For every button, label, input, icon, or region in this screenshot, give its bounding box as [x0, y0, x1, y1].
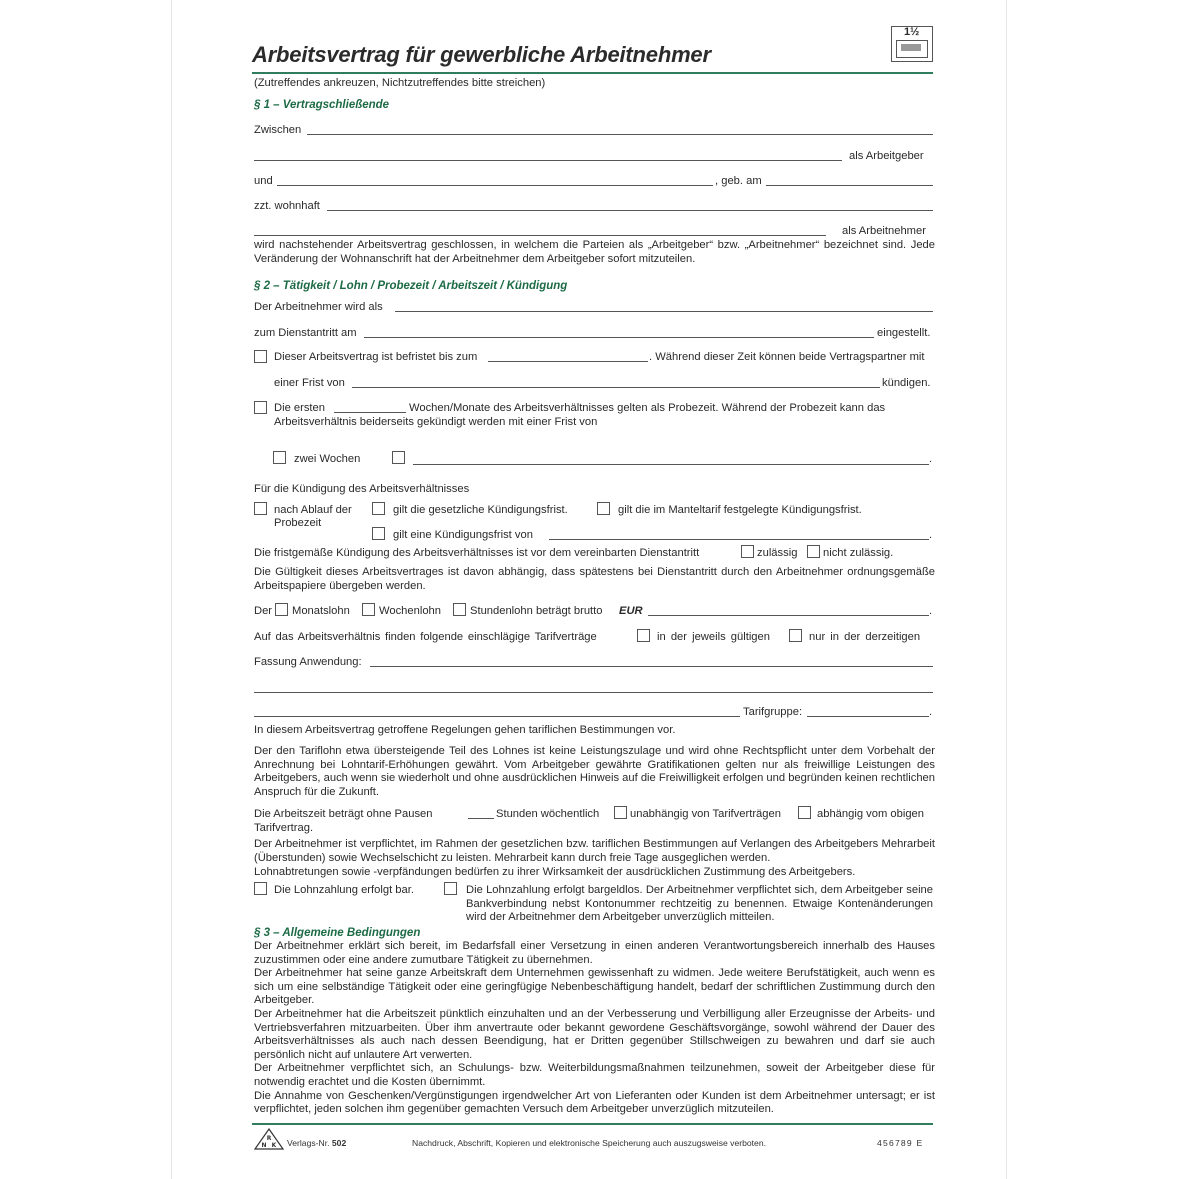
label-kuendigungsfrist-von: gilt eine Kündigungsfrist von: [393, 529, 533, 541]
checkbox-nicht-zulaessig[interactable]: [807, 545, 820, 558]
publisher-logo: [891, 26, 933, 62]
checkbox-stundenlohn[interactable]: [453, 603, 466, 616]
label-fassung: Fassung Anwendung:: [254, 656, 362, 668]
section-3-paragraph: Die Annahme von Geschenken/Vergünstigungen irgendwelcher Art von Lieferanten oder Kunden ist dem Arbeitnehmer untersagt; er ist verpflichtet, jeden solchen ihm gegenüber gemachten Versuch dem Arbeitgeber unverzüglich mitzuteilen.: [254, 1089, 935, 1116]
label-probezeit-text: Wochen/Monate des Arbeitsverhältnisses gelten als Probezeit. Während der Probezeit kann das: [409, 402, 886, 414]
field-tarifvertrag-1[interactable]: [370, 666, 933, 667]
checkbox-gesetzlich[interactable]: [372, 502, 385, 515]
verlag-label: Verlags-Nr.: [287, 1138, 330, 1148]
checkbox-befristet[interactable]: [254, 350, 267, 363]
label-stunden: Stunden wöchentlich: [496, 808, 600, 820]
field-frist[interactable]: [352, 387, 880, 388]
field-wochenstunden[interactable]: [468, 818, 494, 819]
field-wohnhaft[interactable]: [327, 210, 933, 211]
checkbox-unabhaengig[interactable]: [614, 806, 627, 819]
label-der: Der: [254, 605, 273, 617]
field-tarifvertrag-3[interactable]: [254, 716, 740, 717]
field-arbeitnehmer[interactable]: [254, 235, 826, 236]
svg-text:K: K: [271, 1142, 277, 1149]
label-befristet: Dieser Arbeitsvertrag ist befristet bis zum: [274, 351, 478, 363]
paragraph-lohnabtretung: Lohnabtretungen sowie -verpfändungen bedürfen zu ihrer Wirksamkeit der ausdrücklichen Zustimmung des Arbeitgebers.: [254, 866, 856, 878]
checkbox-abhaengig[interactable]: [798, 806, 811, 819]
label-als-arbeitgeber: als Arbeitgeber: [849, 150, 924, 162]
label-dienstantritt: zum Dienstantritt am: [254, 327, 357, 339]
section-3-body: [254, 940, 935, 1117]
label-die-ersten: Die ersten: [274, 402, 325, 414]
label-unabhaengig: unabhängig von Tarifverträgen: [630, 808, 781, 820]
section-3-paragraph: Der Arbeitnehmer verpflichtet sich, an Schulungs- bzw. Weiterbildungsmaßnahmen teilzunehmen, soweit der Arbeitgeber diese für notwendig erachtet und die Kosten übernimmt.: [254, 1062, 935, 1088]
field-kuendigungsfrist[interactable]: [549, 539, 929, 540]
checkbox-nach-ablauf[interactable]: [254, 502, 267, 515]
label-zwischen: Zwischen: [254, 124, 302, 136]
section-3-paragraph: Der Arbeitnehmer hat seine ganze Arbeitskraft dem Unternehmen gewissenhaft zu widmen. Jede weitere Berufstätigkeit, auch wenn es sich um eine selbständige Tätigkeit oder eine geringfügige Nebenbeschäftigung handelt, bedarf der schriftlichen Zustimmung durch den Arbeitgeber.: [254, 967, 935, 1007]
field-tarifgruppe[interactable]: [807, 716, 929, 717]
label-eingestellt: eingestellt.: [877, 327, 931, 339]
field-arbeitnehmer-name[interactable]: [277, 185, 713, 186]
label-jeweils: in der jeweils gültigen: [657, 631, 770, 643]
label-wird-als: Der Arbeitnehmer wird als: [254, 301, 383, 313]
label-geb-am: , geb. am: [715, 175, 762, 187]
period-mark: .: [929, 453, 933, 465]
checkbox-jeweils-gueltig[interactable]: [637, 629, 650, 642]
paragraph-regelungen: In diesem Arbeitsvertrag getroffene Regelungen gehen tariflichen Bestimmungen vor.: [254, 724, 676, 736]
checkbox-zwei-wochen[interactable]: [273, 451, 286, 464]
footer-verlag: [287, 1138, 346, 1148]
document-title: Arbeitsvertrag für gewerbliche Arbeitnehmer: [252, 42, 711, 67]
label-eur: EUR: [619, 605, 643, 617]
field-befristet-bis[interactable]: [488, 361, 648, 362]
label-probezeit-text2: Arbeitsverhältnis beiderseits gekündigt werden mit einer Frist von: [274, 416, 598, 428]
label-tarifgruppe: Tarifgruppe:: [743, 706, 803, 718]
footer-notice: Nachdruck, Abschrift, Kopieren und elektronische Speicherung auch auszugsweise verboten.: [412, 1138, 766, 1148]
label-kuendigen: kündigen.: [882, 377, 931, 389]
svg-text:R: R: [266, 1135, 272, 1142]
label-stundenlohn: Stundenlohn beträgt brutto: [470, 605, 603, 617]
label-bar: Die Lohnzahlung erfolgt bar.: [274, 884, 414, 896]
checkbox-bargeldlos[interactable]: [444, 882, 457, 895]
label-tarifvertrag: Tarifvertrag.: [254, 822, 314, 834]
section-1-paragraph: wird nachstehender Arbeitsvertrag geschlossen, in welchem die Parteien als „Arbeitgeber“ bzw. „Arbeitnehmer“ bezeichnet sind. Jede Veränderung der Wohnanschrift hat der Arbeitnehmer dem Arbeitgeber sofort mitzuteilen.: [254, 239, 935, 265]
checkbox-manteltarif[interactable]: [597, 502, 610, 515]
section-3-paragraph: Der Arbeitnehmer hat die Arbeitszeit pünktlich einzuhalten und an der Verbesserung und Verbilligung aller Erzeugnisse der Arbeits- und Vertriebsverfahren mitzuarbeiten. Über ihm anvertraute oder bekannt gewordene Geschäftsvorgänge, sowohl während der Dauer des Arbeitsverhältnisses als auch nach dessen Beendigung, hat er Dritten gegenüber Stillschweigen zu bewahren und darf sie auch persönlich nicht auf unlautere Art verwerten.: [254, 1007, 935, 1061]
period-mark: .: [929, 706, 933, 718]
logo-number: 1½: [904, 26, 920, 38]
footer-rule: [252, 1123, 933, 1125]
field-dienstantritt[interactable]: [364, 337, 874, 338]
section-3-heading: § 3 – Allgemeine Bedingungen: [254, 927, 421, 939]
checkbox-andere-frist[interactable]: [392, 451, 405, 464]
period-mark: .: [929, 605, 933, 617]
label-arbeitszeit: Die Arbeitszeit beträgt ohne Pausen: [254, 808, 433, 820]
paragraph-mehrarbeit: Der Arbeitnehmer ist verpflichtet, im Rahmen der gesetzlichen bzw. tariflichen Bestimmungen auf Verlangen des Arbeitgebers Mehrarbeit (Überstunden) sowie Wechselschicht zu leisten. Mehrarbeit kann durch freie Tage ausgeglichen werden.: [254, 838, 935, 864]
label-monatslohn: Monatslohn: [292, 605, 350, 617]
field-lohn-betrag[interactable]: [648, 615, 929, 616]
paragraph-tariflohn: Der den Tariflohn etwa übersteigende Teil des Lohnes ist keine Leistungszulage und wird ohne Rechtspflicht unter dem Vorbehalt der Anrechnung bei Lohntarif-Erhöhungen gewährt. Vom Arbeitgeber gewährte Gratifikationen gelten nur als freiwillige Leistungen des Arbeitgebers, auch wenn sie wiederholt und ohne ausdrücklichen Hinweis auf die Freiwilligkeit erfolgen und begründen keinen rechtlichen Anspruch für die Zukunft.: [254, 745, 935, 798]
section-1-heading: § 1 – Vertragschließende: [254, 99, 390, 111]
label-zwei-wochen: zwei Wochen: [294, 453, 361, 465]
checkbox-probezeit[interactable]: [254, 401, 267, 414]
label-fristgemaess: Die fristgemäße Kündigung des Arbeitsverhältnisses ist vor dem vereinbarten Dienstantritt: [254, 547, 700, 559]
field-geburtsdatum[interactable]: [766, 185, 933, 186]
paragraph-gueltigkeit: Die Gültigkeit dieses Arbeitsvertrages ist davon abhängig, dass spätestens bei Dienstantritt durch den Arbeitnehmer ordnungsgemäße Arbeitspapiere übergeben werden.: [254, 566, 935, 592]
field-tarifvertrag-2[interactable]: [254, 692, 933, 693]
label-als-arbeitnehmer: als Arbeitnehmer: [842, 225, 926, 237]
checkbox-wochenlohn[interactable]: [362, 603, 375, 616]
label-nach-ablauf-2: Probezeit: [274, 517, 322, 529]
field-arbeitgeber[interactable]: [254, 160, 842, 161]
svg-text:N: N: [261, 1142, 267, 1149]
checkbox-monatslohn[interactable]: [275, 603, 288, 616]
checkbox-derzeitig[interactable]: [789, 629, 802, 642]
checkbox-zulaessig[interactable]: [741, 545, 754, 558]
title-rule: [252, 72, 933, 74]
label-und: und: [254, 175, 273, 187]
subtitle: (Zutreffendes ankreuzen, Nichtzutreffendes bitte streichen): [254, 77, 546, 89]
checkbox-kuendigungsfrist-von[interactable]: [372, 527, 385, 540]
checkbox-bar[interactable]: [254, 882, 267, 895]
field-zwischen[interactable]: [307, 134, 933, 135]
label-derzeitigen: nur in der derzeitigen: [809, 631, 921, 643]
field-taetigkeit[interactable]: [395, 311, 933, 312]
label-wochenlohn: Wochenlohn: [379, 605, 441, 617]
period-mark: .: [929, 529, 933, 541]
footer-code: 456789 E: [877, 1138, 924, 1148]
label-manteltarif: gilt die im Manteltarif festgelegte Kündigungsfrist.: [618, 504, 862, 516]
label-fuer-kuendigung: Für die Kündigung des Arbeitsverhältnisses: [254, 483, 470, 495]
label-nach-ablauf-1: nach Ablauf der: [274, 504, 352, 516]
logo-insert-icon: [901, 44, 921, 51]
publisher-triangle-logo: [254, 1128, 284, 1150]
section-3-paragraph: Der Arbeitnehmer erklärt sich bereit, im Bedarfsfall einer Versetzung in einen anderen Verantwortungsbereich innerhalb des Hauses zuzustimmen oder eine andere zumutbare Tätigkeit zu übernehmen.: [254, 940, 935, 966]
field-andere-frist[interactable]: [413, 464, 929, 465]
label-wohnhaft: zzt. wohnhaft: [254, 200, 320, 212]
section-2-heading: § 2 – Tätigkeit / Lohn / Probezeit / Arbeitszeit / Kündigung: [254, 280, 568, 292]
verlag-number: 502: [331, 1138, 347, 1148]
label-frist-von: einer Frist von: [274, 377, 345, 389]
label-zulaessig: zulässig: [757, 547, 798, 559]
label-tarif: Auf das Arbeitsverhältnis finden folgende einschlägige Tarifverträge: [254, 631, 597, 643]
label-nicht-zulaessig: nicht zulässig.: [823, 547, 894, 559]
label-bargeldlos: Die Lohnzahlung erfolgt bargeldlos. Der Arbeitnehmer verpflichtet sich, dem Arbeitgeber seine Bankverbindung nebst Kontonummer rechtzeitig zu benennen. Etwaige Kontenänderungen wird der Arbeitnehmer dem Arbeitgeber unverzüglich mitteilen.: [466, 884, 933, 924]
label-gesetzlich: gilt die gesetzliche Kündigungsfrist.: [393, 504, 568, 516]
label-waehrend: . Während dieser Zeit können beide Vertragspartner mit: [649, 351, 925, 363]
field-probezeit-dauer[interactable]: [334, 412, 406, 413]
label-abhaengig: abhängig vom obigen: [817, 808, 924, 820]
